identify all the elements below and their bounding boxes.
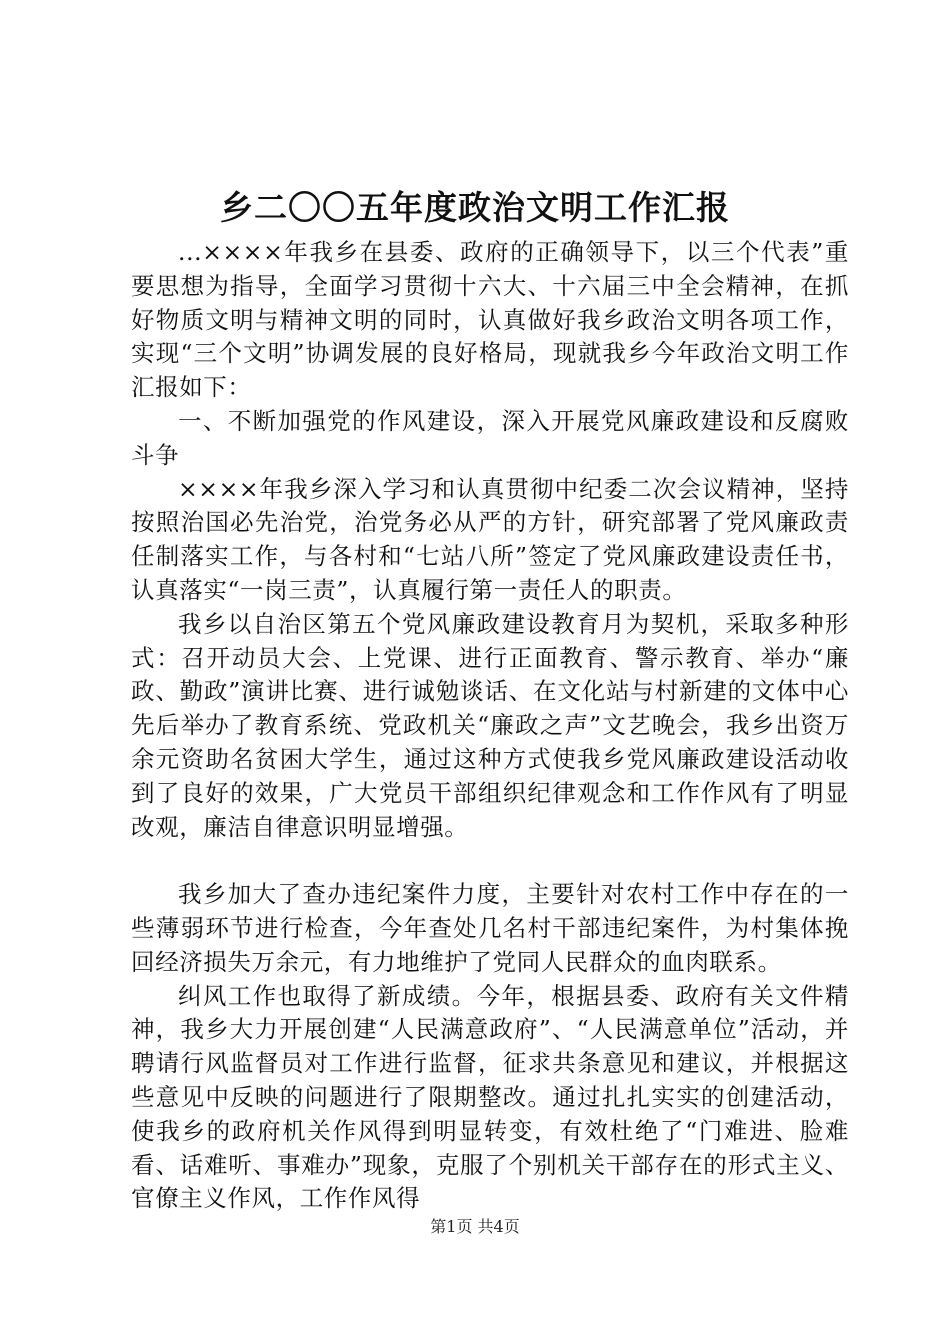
paragraph-section-heading: 一、不断加强党的作风建设，深入开展党风廉政建设和反腐败斗争 bbox=[131, 406, 849, 469]
page-number-footer: 第1页 共4页 bbox=[430, 1217, 520, 1236]
paragraph-intro: ...××××年我乡在县委、政府的正确领导下，以三个代表”重要思想为指导，全面学习贯彻十六大、十六届三中全会精神，在抓好物质文明与精神文明的同时，认真做好我乡政治文明各项工作，实现“三个文明”协调发展的良好格局，现就我乡今年政治文明工作汇报如下： bbox=[131, 238, 849, 402]
document-body bbox=[131, 236, 849, 1216]
document-title: 乡二〇〇五年度政治文明工作汇报 bbox=[220, 188, 730, 227]
paragraph-education-month: 我乡以自治区第五个党风廉政建设教育月为契机，采取多种形式：召开动员大会、上党课、进行正面教育、警示教育、举办“廉政、勤政”演讲比赛、进行诚勉谈话、在文化站与村新建的文体中心先后举办了教育系统、党政机关“廉政之声”文艺晚会，我乡出资万余元资助名贫困大学生，通过这种方式使我乡党风廉政建设活动收到了良好的效果，广大党员干部组织纪律观念和工作作风有了明显改观，廉洁自律意识明显增强。 bbox=[131, 609, 849, 841]
paragraph-style-correction: 纠风工作也取得了新成绩。今年，根据县委、政府有关文件精神，我乡大力开展创建“人民满意政府”、“人民满意单位”活动，并聘请行风监督员对工作进行监督，征求共条意见和建议，并根据这些意见中反映的问题进行了限期整改。通过扎扎实实的创建活动，使我乡的政府机关作风得到明显转变，有效杜绝了“门难进、脸难看、话难听、事难办”现象，克服了个别机关干部存在的形式主义、官僚主义作风，工作作风得 bbox=[131, 981, 849, 1213]
paragraph-party-responsibility: ××××年我乡深入学习和认真贯彻中纪委二次会议精神，坚持按照治国必先治党，治党务必从严的方针，研究部署了党风廉政责任制落实工作，与各村和“七站八所”签定了党风廉政建设责任书，认真落实“一岗三责”，认真履行第一责任人的职责。 bbox=[131, 474, 849, 604]
paragraph-discipline-cases: 我乡加大了查办违纪案件力度，主要针对农村工作中存在的一些薄弱环节进行检查，今年查处几名村干部违纪案件，为村集体挽回经济损失万余元，有力地维护了党同人民群众的血肉联系。 bbox=[131, 880, 849, 976]
